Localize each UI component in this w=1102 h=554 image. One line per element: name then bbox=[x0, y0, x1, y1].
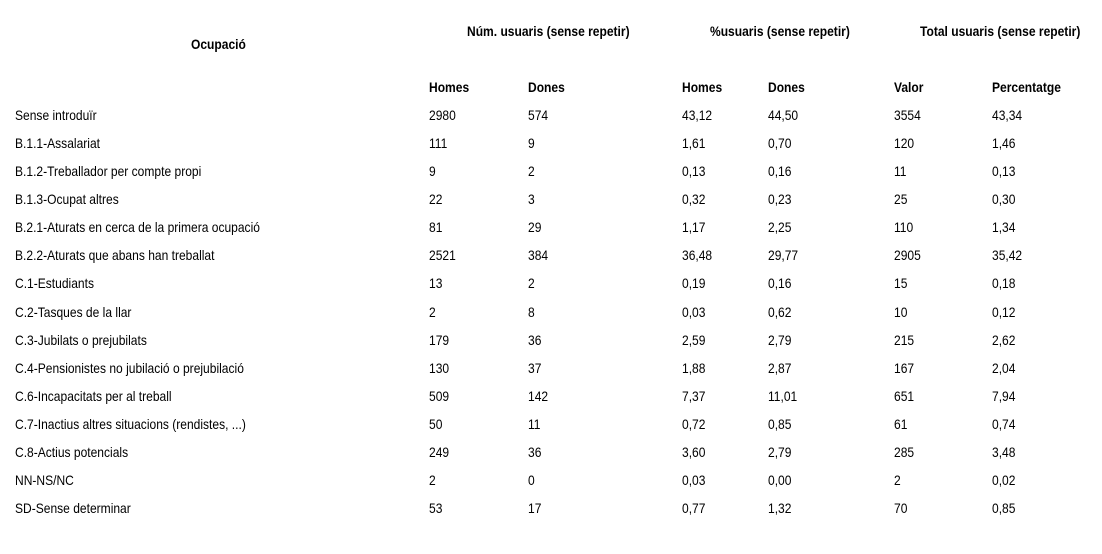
cell-total-valor: 3554 bbox=[894, 107, 921, 123]
table-row bbox=[0, 247, 1102, 275]
cell-pct-homes: 0,03 bbox=[682, 471, 706, 488]
cell-ocupacio: B.2.2-Aturats que abans han treballat bbox=[15, 247, 215, 264]
cell-num-homes: 249 bbox=[429, 443, 450, 460]
cell-num-homes: 2 bbox=[429, 303, 436, 320]
cell-pct-homes: 36,48 bbox=[682, 247, 713, 264]
cell-pct-homes: 0,13 bbox=[682, 163, 706, 180]
cell-pct-dones: 0,16 bbox=[768, 163, 792, 180]
cell-num-homes: 2521 bbox=[429, 247, 456, 264]
cell-pct-dones: 44,50 bbox=[768, 107, 799, 123]
cell-total-valor: 25 bbox=[894, 191, 908, 208]
cell-pct-homes: 3,60 bbox=[682, 443, 706, 460]
cell-total-valor: 120 bbox=[894, 135, 915, 152]
cell-total-percentatge: 7,94 bbox=[992, 387, 1016, 404]
cell-ocupacio: C.3-Jubilats o prejubilats bbox=[15, 331, 147, 348]
cell-pct-dones: 0,70 bbox=[768, 135, 792, 152]
cell-num-dones: 574 bbox=[528, 107, 549, 123]
cell-total-percentatge: 35,42 bbox=[992, 247, 1023, 264]
cell-ocupacio: C.8-Actius potencials bbox=[15, 443, 129, 460]
cell-total-percentatge: 2,04 bbox=[992, 359, 1016, 376]
cell-ocupacio: NN-NS/NC bbox=[15, 471, 74, 488]
group-header-total-usuaris: Total usuaris (sense repetir) bbox=[920, 23, 1081, 39]
cell-pct-homes: 0,19 bbox=[682, 275, 706, 292]
cell-num-homes: 2 bbox=[429, 471, 436, 488]
cell-total-valor: 10 bbox=[894, 303, 908, 320]
cell-num-homes: 111 bbox=[429, 135, 448, 152]
table-row bbox=[0, 388, 1102, 416]
cell-pct-homes: 0,77 bbox=[682, 500, 706, 516]
col-header-total-valor: Valor bbox=[894, 79, 924, 95]
cell-num-homes: 2980 bbox=[429, 107, 456, 123]
cell-num-homes: 509 bbox=[429, 387, 450, 404]
col-header-pct-homes: Homes bbox=[682, 79, 723, 95]
cell-pct-homes: 1,61 bbox=[682, 135, 706, 152]
cell-total-percentatge: 2,62 bbox=[992, 331, 1016, 348]
cell-total-valor: 11 bbox=[894, 163, 907, 180]
cell-num-dones: 2 bbox=[528, 163, 535, 180]
cell-ocupacio: C.7-Inactius altres situacions (rendistes, ...) bbox=[15, 415, 246, 432]
cell-pct-dones: 11,01 bbox=[768, 387, 798, 404]
cell-num-dones: 17 bbox=[528, 500, 542, 516]
cell-pct-homes: 1,88 bbox=[682, 359, 706, 376]
col-header-total-percentatge: Percentatge bbox=[992, 79, 1061, 95]
cell-pct-dones: 2,79 bbox=[768, 443, 792, 460]
cell-total-percentatge: 1,46 bbox=[992, 135, 1016, 152]
cell-total-percentatge: 0,12 bbox=[992, 303, 1016, 320]
cell-pct-homes: 0,03 bbox=[682, 303, 706, 320]
cell-num-dones: 9 bbox=[528, 135, 535, 152]
cell-total-valor: 110 bbox=[894, 219, 914, 236]
cell-num-homes: 53 bbox=[429, 500, 443, 516]
cell-num-dones: 142 bbox=[528, 387, 549, 404]
cell-total-percentatge: 1,34 bbox=[992, 219, 1016, 236]
cell-num-dones: 3 bbox=[528, 191, 535, 208]
cell-pct-dones: 2,87 bbox=[768, 359, 792, 376]
cell-num-dones: 36 bbox=[528, 443, 542, 460]
cell-num-homes: 81 bbox=[429, 219, 443, 236]
col-header-num-homes: Homes bbox=[429, 79, 470, 95]
cell-pct-dones: 0,00 bbox=[768, 471, 792, 488]
table-row bbox=[0, 275, 1102, 303]
cell-ocupacio: B.2.1-Aturats en cerca de la primera ocupació bbox=[15, 219, 260, 236]
cell-total-percentatge: 0,85 bbox=[992, 500, 1016, 516]
table-row bbox=[0, 191, 1102, 219]
table-row bbox=[0, 332, 1102, 360]
cell-total-percentatge: 43,34 bbox=[992, 107, 1023, 123]
cell-ocupacio: B.1.1-Assalariat bbox=[15, 135, 100, 152]
table-row bbox=[0, 304, 1102, 332]
table-row bbox=[0, 163, 1102, 191]
cell-pct-homes: 43,12 bbox=[682, 107, 713, 123]
cell-total-percentatge: 0,30 bbox=[992, 191, 1016, 208]
cell-total-valor: 215 bbox=[894, 331, 915, 348]
col-header-pct-dones: Dones bbox=[768, 79, 805, 95]
row-header-ocupacio: Ocupació bbox=[191, 36, 246, 52]
cell-total-percentatge: 0,02 bbox=[992, 471, 1016, 488]
cell-pct-dones: 0,16 bbox=[768, 275, 792, 292]
cell-pct-dones: 0,62 bbox=[768, 303, 792, 320]
cell-num-dones: 37 bbox=[528, 359, 542, 376]
group-header-num-usuaris: Núm. usuaris (sense repetir) bbox=[467, 23, 630, 39]
cell-ocupacio: C.2-Tasques de la llar bbox=[15, 303, 132, 320]
cell-total-valor: 285 bbox=[894, 443, 915, 460]
cell-pct-homes: 7,37 bbox=[682, 387, 706, 404]
table-row bbox=[0, 107, 1102, 135]
cell-num-homes: 22 bbox=[429, 191, 443, 208]
cell-ocupacio: SD-Sense determinar bbox=[15, 500, 131, 516]
cell-total-valor: 15 bbox=[894, 275, 908, 292]
cell-num-homes: 130 bbox=[429, 359, 450, 376]
col-header-num-dones: Dones bbox=[528, 79, 565, 95]
cell-pct-dones: 2,25 bbox=[768, 219, 792, 236]
cell-pct-dones: 0,23 bbox=[768, 191, 792, 208]
cell-num-dones: 384 bbox=[528, 247, 549, 264]
cell-num-homes: 50 bbox=[429, 415, 443, 432]
cell-pct-homes: 1,17 bbox=[682, 219, 706, 236]
cell-pct-dones: 0,85 bbox=[768, 415, 792, 432]
cell-total-percentatge: 0,74 bbox=[992, 415, 1016, 432]
cell-num-homes: 179 bbox=[429, 331, 450, 348]
cell-ocupacio: C.4-Pensionistes no jubilació o prejubilació bbox=[15, 359, 244, 376]
table-row bbox=[0, 135, 1102, 163]
table-row bbox=[0, 360, 1102, 388]
cell-total-percentatge: 0,13 bbox=[992, 163, 1016, 180]
cell-num-dones: 36 bbox=[528, 331, 542, 348]
cell-total-valor: 70 bbox=[894, 500, 908, 516]
table-row bbox=[0, 219, 1102, 247]
cell-num-dones: 0 bbox=[528, 471, 535, 488]
cell-total-percentatge: 0,18 bbox=[992, 275, 1016, 292]
cell-total-valor: 167 bbox=[894, 359, 915, 376]
cell-total-valor: 651 bbox=[894, 387, 915, 404]
cell-total-valor: 2905 bbox=[894, 247, 921, 264]
cell-pct-dones: 2,79 bbox=[768, 331, 792, 348]
cell-num-dones: 11 bbox=[528, 415, 541, 432]
group-header-pct-usuaris: %usuaris (sense repetir) bbox=[710, 23, 850, 39]
table-row bbox=[0, 416, 1102, 444]
cell-num-homes: 13 bbox=[429, 275, 443, 292]
cell-num-dones: 8 bbox=[528, 303, 535, 320]
cell-ocupacio: C.1-Estudiants bbox=[15, 275, 94, 292]
cell-total-valor: 61 bbox=[894, 415, 908, 432]
cell-pct-dones: 29,77 bbox=[768, 247, 799, 264]
cell-ocupacio: B.1.3-Ocupat altres bbox=[15, 191, 119, 208]
cell-total-percentatge: 3,48 bbox=[992, 443, 1016, 460]
cell-pct-homes: 2,59 bbox=[682, 331, 706, 348]
cell-ocupacio: Sense introduïr bbox=[15, 107, 97, 123]
cell-ocupacio: C.6-Incapacitats per al treball bbox=[15, 387, 172, 404]
cell-total-valor: 2 bbox=[894, 471, 901, 488]
cell-pct-homes: 0,72 bbox=[682, 415, 706, 432]
cell-pct-homes: 0,32 bbox=[682, 191, 706, 208]
cell-num-dones: 2 bbox=[528, 275, 535, 292]
cell-pct-dones: 1,32 bbox=[768, 500, 792, 516]
cell-num-homes: 9 bbox=[429, 163, 436, 180]
table-row bbox=[0, 472, 1102, 500]
cell-num-dones: 29 bbox=[528, 219, 542, 236]
table-row bbox=[0, 500, 1102, 528]
cell-ocupacio: B.1.2-Treballador per compte propi bbox=[15, 163, 202, 180]
table-row bbox=[0, 444, 1102, 472]
